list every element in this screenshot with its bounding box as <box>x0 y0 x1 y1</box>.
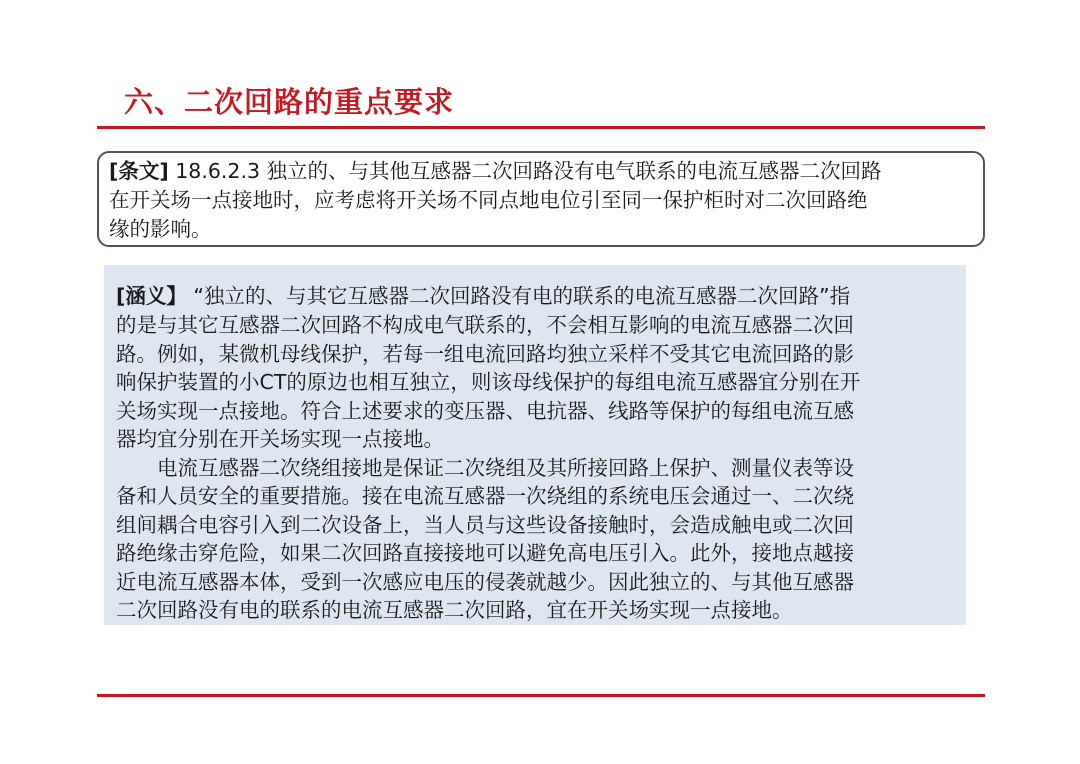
meaning-line-4: 响保护装置的小CT的原边也相互独立，则该母线保护的每组电流互感器宜分别在开 <box>116 370 861 394</box>
clause-tag: [条文] <box>109 159 169 183</box>
clause-line-1 <box>109 157 882 185</box>
meaning-line-8: 备和人员安全的重要措施。接在电流互感器一次绕组的系统电压会通过一、二次绕 <box>116 484 854 508</box>
page-title: 六、二次回路的重点要求 <box>124 85 455 119</box>
clause-line-2: 在开关场一点接地时，应考虑将开关场不同点地电位引至同一保护柜时对二次回路绝 <box>109 188 868 212</box>
top-divider <box>97 126 985 129</box>
meaning-line-9: 组间耦合电容引入到二次设备上，当人员与这些设备接触时，会造成触电或二次回 <box>116 513 854 537</box>
meaning-line-2: 的是与其它互感器二次回路不构成电气联系的，不会相互影响的电流互感器二次回 <box>116 313 854 337</box>
clause-box <box>97 151 985 247</box>
meaning-line-10: 路绝缘击穿危险，如果二次回路直接接地可以避免高电压引入。此外，接地点越接 <box>116 541 854 565</box>
meaning-text: “独立的、与其它互感器二次回路没有电的联系的电流互感器二次回路”指 <box>186 284 851 308</box>
meaning-line-11: 近电流互感器本体，受到一次感应电压的侵袭就越少。因此独立的、与其他互感器 <box>116 570 854 594</box>
meaning-line-1 <box>116 282 850 310</box>
bottom-divider <box>97 694 985 697</box>
meaning-line-5: 关场实现一点接地。符合上述要求的变压器、电抗器、线路等保护的每组电流互感 <box>116 399 854 423</box>
meaning-line-7: 电流互感器二次绕组接地是保证二次绕组及其所接回路上保护、测量仪表等设 <box>116 456 854 480</box>
meaning-line-12: 二次回路没有电的联系的电流互感器二次回路，宜在开关场实现一点接地。 <box>116 598 793 622</box>
clause-text: 18.6.2.3 独立的、与其他互感器二次回路没有电气联系的电流互感器二次回路 <box>168 159 882 183</box>
meaning-tag: [涵义】 <box>116 284 187 308</box>
clause-line-3: 缘的影响。 <box>109 217 212 241</box>
meaning-line-3: 路。例如，某微机母线保护，若每一组电流回路均独立采样不受其它电流回路的影 <box>116 342 854 366</box>
meaning-box <box>104 265 966 625</box>
meaning-line-6: 器均宜分别在开关场实现一点接地。 <box>116 427 444 451</box>
